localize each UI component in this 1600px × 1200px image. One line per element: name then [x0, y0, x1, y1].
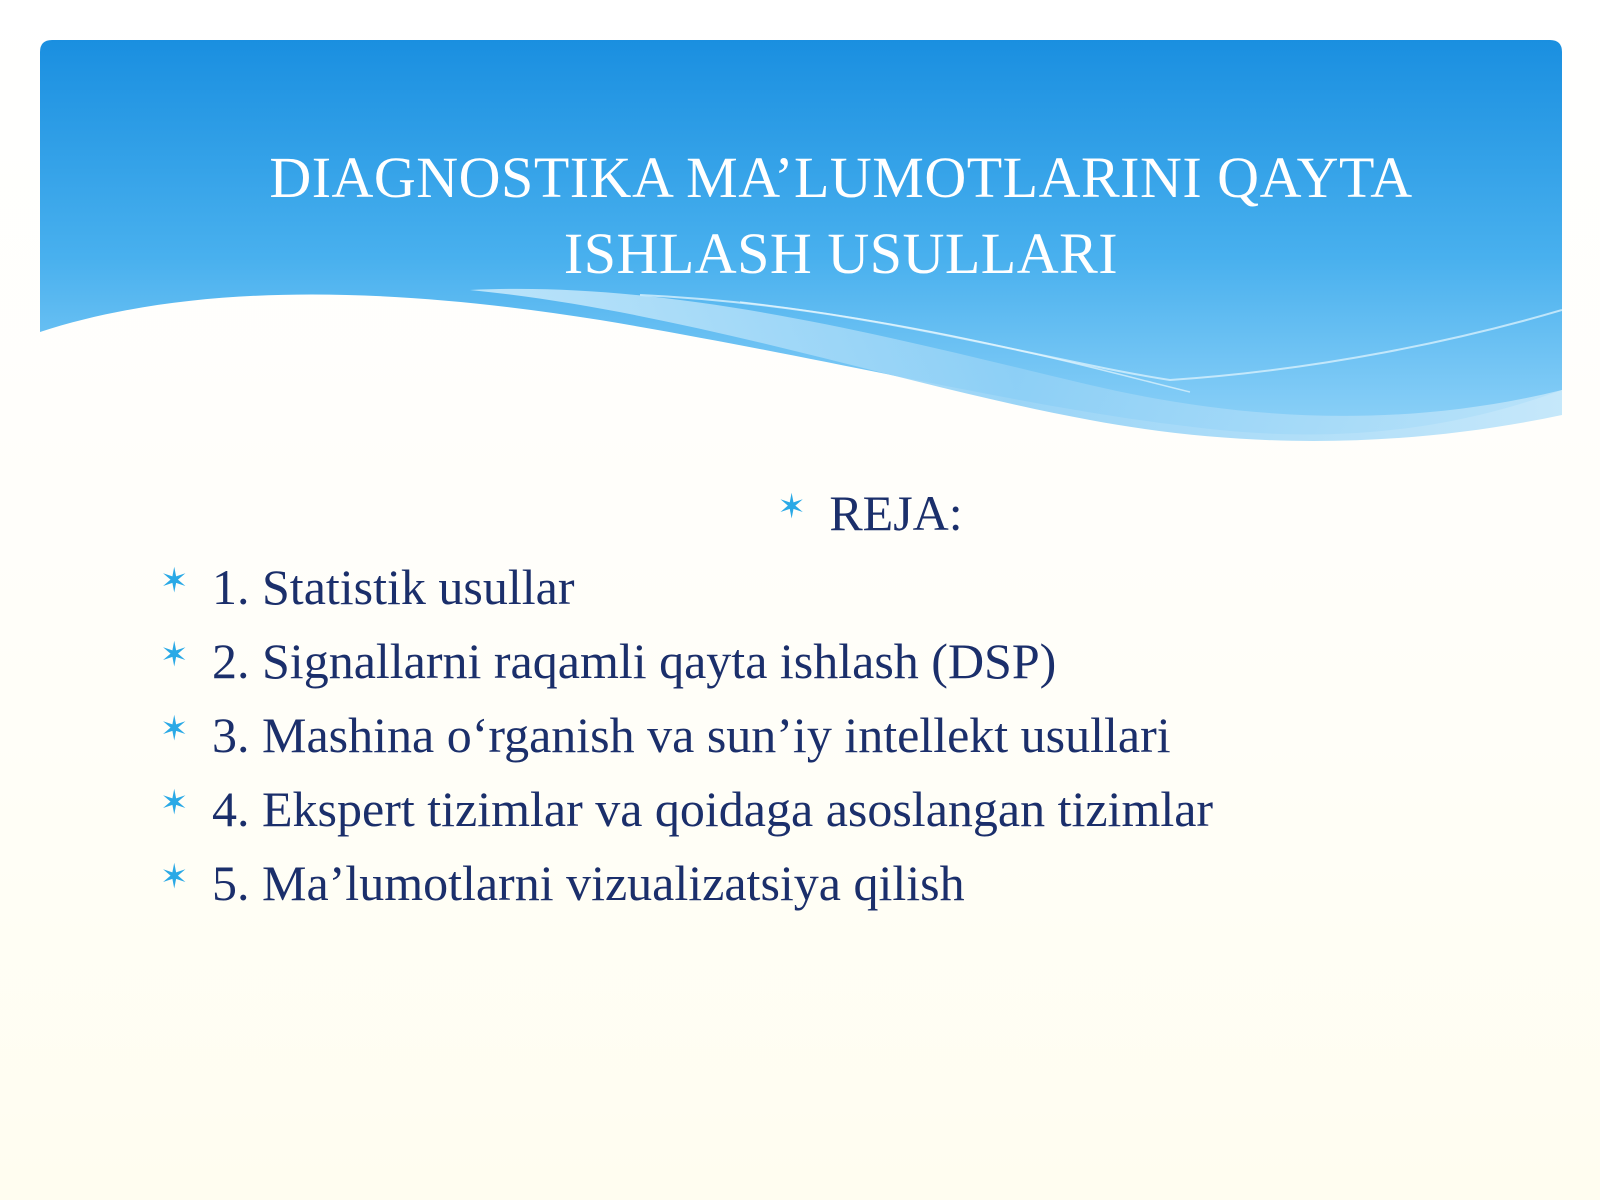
asterisk-bullet-icon: ✶	[160, 857, 189, 897]
list-item-text: 1. Statistik usullar	[212, 559, 575, 615]
list-item-text: 2. Signallarni raqamli qayta ishlash (DSP)	[212, 633, 1057, 689]
plan-heading-text: REJA:	[829, 485, 963, 541]
asterisk-bullet-icon: ✶	[160, 635, 189, 675]
asterisk-bullet-icon: ✶	[777, 487, 806, 527]
list-item-text: 3. Mashina o‘rganish va sun’iy intellekt usullari	[212, 707, 1171, 763]
list-item	[160, 846, 1460, 920]
asterisk-bullet-icon: ✶	[160, 783, 189, 823]
list-item-text: 4. Ekspert tizimlar va qoidaga asoslangan tizimlar	[212, 781, 1214, 837]
slide-title: DIAGNOSTIKA MA’LUMOTLARINI QAYTA ISHLASH USULLARI	[269, 145, 1413, 286]
asterisk-bullet-icon: ✶	[160, 709, 189, 749]
list-item-text: 5. Ma’lumotlarni vizualizatsiya qilish	[212, 855, 965, 911]
list-item	[160, 772, 1460, 846]
plan-list	[160, 476, 1460, 920]
title-banner	[40, 40, 1562, 450]
asterisk-bullet-icon: ✶	[160, 561, 189, 601]
list-item	[160, 550, 1460, 624]
list-item	[160, 698, 1460, 772]
list-item	[160, 624, 1460, 698]
plan-heading	[160, 476, 1460, 550]
